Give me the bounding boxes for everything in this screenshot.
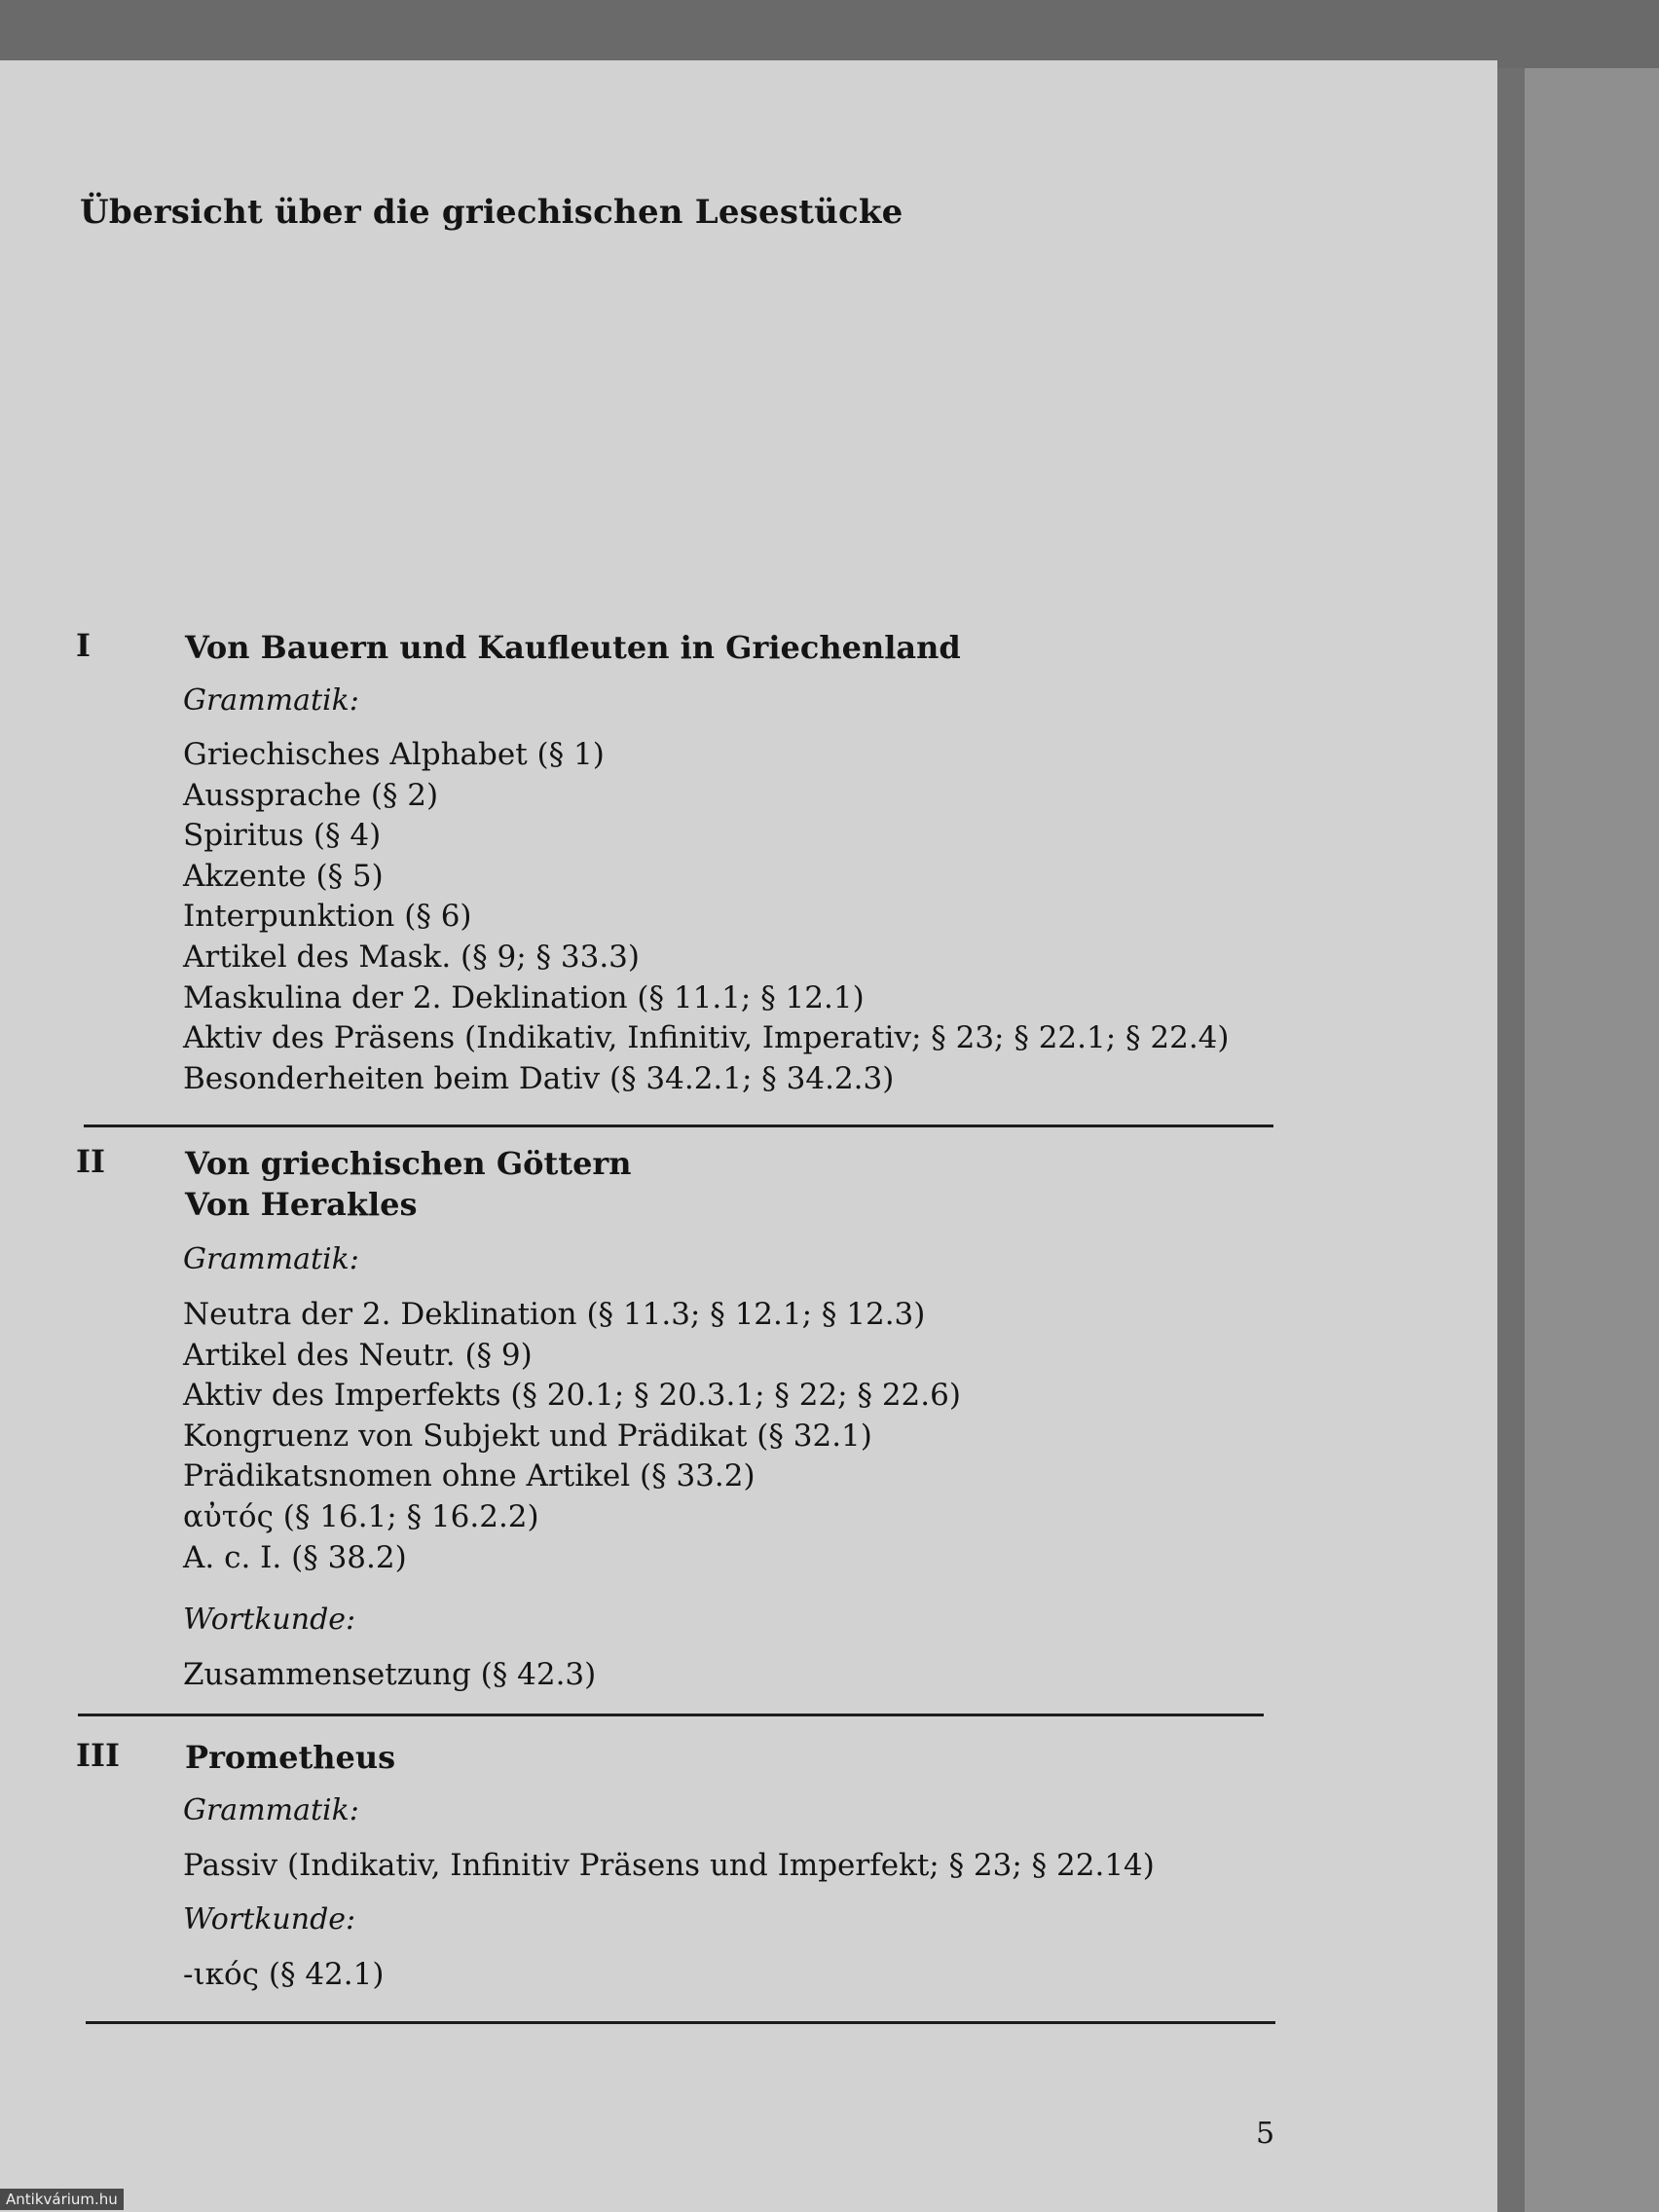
- section-number: I: [76, 627, 91, 664]
- section-divider: [78, 1714, 1264, 1716]
- list-item: -ικός (§ 42.1): [183, 1957, 385, 1992]
- list-item: Besonderheiten beim Dativ (§ 34.2.1; § 34.2.3): [183, 1060, 895, 1096]
- page-number: 5: [1256, 2117, 1275, 2151]
- list-item: Kongruenz von Subjekt und Prädikat (§ 32.1): [183, 1418, 872, 1454]
- watermark: Antikvárium.hu: [0, 2189, 124, 2210]
- wortkunde-list: [183, 1955, 384, 1996]
- list-item: Spiritus (§ 4): [183, 818, 382, 854]
- list-item: Artikel des Mask. (§ 9; § 33.3): [183, 939, 640, 975]
- list-item: Griechisches Alphabet (§ 1): [183, 737, 605, 772]
- list-item: Aktiv des Imperfekts (§ 20.1; § 20.3.1; § 22; § 22.6): [183, 1378, 961, 1414]
- page-edge: [1495, 68, 1525, 2212]
- list-item: Aktiv des Präsens (Indikativ, Infinitiv, Imperativ; § 23; § 22.1; § 22.4): [183, 1020, 1230, 1056]
- list-item: Passiv (Indikativ, Infinitiv Präsens und Imperfekt; § 23; § 22.14): [183, 1848, 1155, 1883]
- list-item: Aussprache (§ 2): [183, 777, 439, 813]
- section-title: Von Herakles: [185, 1186, 418, 1223]
- list-item: Interpunktion (§ 6): [183, 899, 472, 935]
- list-item: αὐτός (§ 16.1; § 16.2.2): [183, 1498, 539, 1534]
- grammatik-label: Grammatik:: [183, 1793, 359, 1827]
- section-number: III: [76, 1737, 120, 1774]
- section-divider: [86, 2021, 1275, 2024]
- background-top: [0, 0, 1659, 68]
- section-titles: [185, 1737, 395, 1778]
- section-divider: [84, 1124, 1273, 1127]
- grammatik-list: [183, 1846, 1155, 1887]
- section-title: Von Bauern und Kaufleuten in Griechenland: [185, 629, 961, 666]
- list-item: Artikel des Neutr. (§ 9): [183, 1337, 533, 1373]
- page-heading: Übersicht über die griechischen Lesestücke: [80, 193, 903, 232]
- wortkunde-label: Wortkunde:: [183, 1902, 356, 1936]
- list-item: Zusammensetzung (§ 42.3): [183, 1657, 597, 1692]
- grammatik-list: [183, 735, 1230, 1099]
- list-item: A. c. I. (§ 38.2): [183, 1539, 407, 1575]
- section-title: Prometheus: [185, 1739, 396, 1776]
- list-item: Neutra der 2. Deklination (§ 11.3; § 12.1; § 12.3): [183, 1297, 926, 1332]
- list-item: Akzente (§ 5): [183, 858, 384, 894]
- grammatik-list: [183, 1295, 961, 1578]
- grammatik-label: Grammatik:: [183, 1242, 359, 1276]
- section-titles: [185, 1143, 632, 1225]
- list-item: Prädikatsnomen ohne Artikel (§ 33.2): [183, 1458, 756, 1494]
- wortkunde-label: Wortkunde:: [183, 1603, 356, 1637]
- list-item: Maskulina der 2. Deklination (§ 11.1; § 12.1): [183, 979, 865, 1015]
- grammatik-label: Grammatik:: [183, 683, 359, 718]
- section-titles: [185, 627, 961, 668]
- section-title: Von griechischen Göttern: [185, 1145, 632, 1182]
- wortkunde-list: [183, 1655, 596, 1696]
- section-number: II: [76, 1143, 105, 1180]
- book-page: [0, 60, 1497, 2212]
